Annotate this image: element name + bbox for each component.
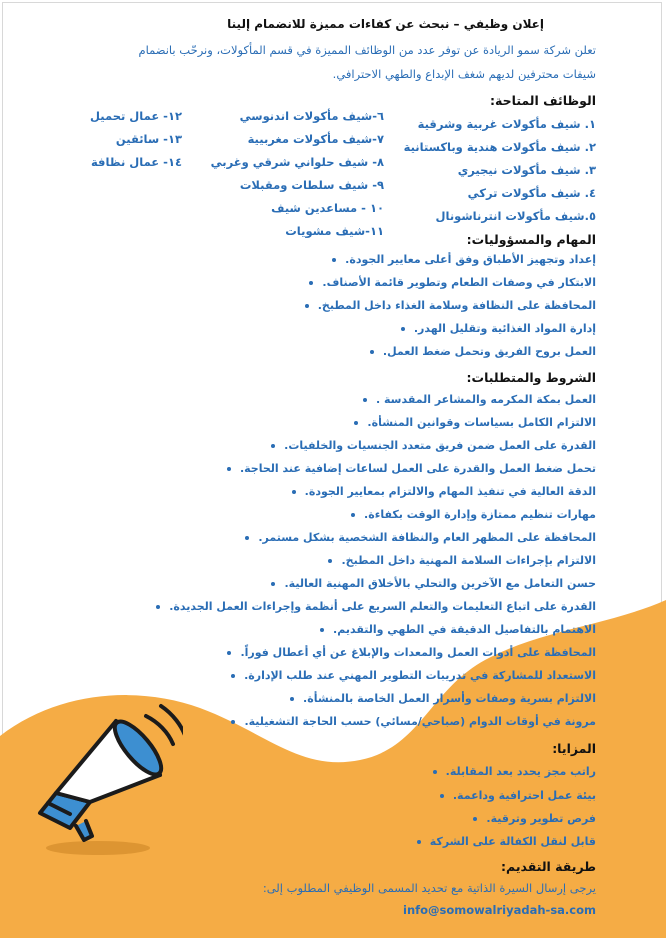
requirement-item: الالتزام بإجراءات السلامة المهنية داخل المطبخ. (328, 554, 596, 567)
benefit-item: بيئة عمل احترافية وداعمة. (440, 789, 596, 802)
job-item: ٤. شيف مأكولات تركي (467, 186, 596, 200)
requirement-item: الدقة العالية في تنفيذ المهام والالتزام بمعايير الجودة. (292, 485, 596, 498)
announcement-title: إعلان وظيفي – نبحث عن كفاءات مميزة للانضمام إلينا (227, 17, 544, 31)
duty-item: إعداد وتجهيز الأطباق وفق أعلى معايير الجودة. (332, 253, 596, 266)
requirement-item: مهارات تنظيم ممتازة وإدارة الوقت بكفاءة. (351, 508, 596, 521)
requirement-item: الاهتمام بالتفاصيل الدقيقة في الطهي والتقديم. (320, 623, 596, 636)
job-item: ١٣- سائقين (115, 132, 182, 146)
requirement-item: المحافظة على أدوات العمل والمعدات والإبلاغ عن أي أعطال فوراً. (227, 646, 596, 659)
megaphone-icon (18, 700, 183, 860)
job-item: ٦-شيف مأكولات اندنوسي (239, 109, 384, 123)
benefits-heading: المزايا: (552, 741, 596, 756)
duties-heading: المهام والمسؤوليات: (466, 232, 596, 247)
benefit-item: راتب مجز يحدد بعد المقابلة. (433, 765, 596, 778)
requirement-item: الاستعداد للمشاركة في تدريبات التطوير المهني عند طلب الإدارة. (231, 669, 596, 682)
job-item: ٩- شيف سلطات ومقبلات (239, 178, 384, 192)
job-item: ١١-شيف مشويات (285, 224, 384, 238)
requirement-item: مرونة في أوقات الدوام (صباحي/مسائي) حسب الحاجة التشغيلية. (231, 715, 596, 728)
benefit-item: قابل لنقل الكفالة على الشركة (417, 835, 596, 848)
requirement-item: حسن التعامل مع الآخرين والتحلي بالأخلاق المهنية العالية. (271, 577, 596, 590)
requirement-item: العمل بمكة المكرمه والمشاعر المقدسة . (363, 393, 596, 406)
requirement-item: القدرة على العمل ضمن فريق متعدد الجنسيات والخلفيات. (271, 439, 596, 452)
intro-line-1: تعلن شركة سمو الريادة عن توفر عدد من الوظائف المميزة في قسم المأكولات، ونرحّب بانضمام (138, 43, 596, 57)
requirement-item: القدرة على اتباع التعليمات والتعلم السريع على أنظمة وإجراءات العمل الجديدة. (156, 600, 596, 613)
job-item: ١٢- عمال تحميل (90, 109, 182, 123)
requirement-item: تحمل ضغط العمل والقدرة على العمل لساعات إضافية عند الحاجة. (227, 462, 596, 475)
job-item: ١. شيف مأكولات غربية وشرقية (417, 117, 596, 131)
jobs-heading: الوظائف المتاحة: (490, 93, 596, 108)
job-item: ١٤- عمال نظافة (90, 155, 182, 169)
requirement-item: المحافظة على المظهر العام والنظافة الشخصية بشكل مستمر. (245, 531, 596, 544)
apply-text: يرجى إرسال السيرة الذاتية مع تحديد المسمى الوظيفي المطلوب إلى: (262, 881, 596, 895)
job-item: ٣. شيف مأكولات نيجيري (457, 163, 596, 177)
requirement-item: الالتزام الكامل بسياسات وقوانين المنشأة. (354, 416, 596, 429)
apply-heading: طريقة التقديم: (501, 859, 596, 874)
job-item: ٥.شيف مأكولات انترناشونال (435, 209, 596, 223)
benefit-item: فرص تطوير وترقية. (473, 812, 596, 825)
duty-item: العمل بروح الفريق وتحمل ضغط العمل. (370, 345, 596, 358)
job-item: ٨- شيف حلواني شرقي وغربي (210, 155, 384, 169)
requirements-heading: الشروط والمتطلبات: (466, 370, 596, 385)
intro-line-2: شيفات محترفين لديهم شغف الإبداع والطهي الاحترافي. (332, 67, 596, 81)
duty-item: المحافظة على النظافة وسلامة الغذاء داخل المطبخ. (305, 299, 596, 312)
contact-email[interactable]: info@somowalriyadah-sa.com (403, 903, 596, 917)
duty-item: إدارة المواد الغذائية وتقليل الهدر. (401, 322, 596, 335)
job-item: ١٠ - مساعدين شيف (271, 201, 384, 215)
job-item: ٢. شيف مأكولات هندية وباكستانية (403, 140, 596, 154)
requirement-item: الالتزام بسرية وصفات وأسرار العمل الخاصة بالمنشأة. (290, 692, 596, 705)
duty-item: الابتكار في وصفات الطعام وتطوير قائمة الأصناف. (309, 276, 596, 289)
job-item: ٧-شيف مأكولات مغربيية (247, 132, 384, 146)
